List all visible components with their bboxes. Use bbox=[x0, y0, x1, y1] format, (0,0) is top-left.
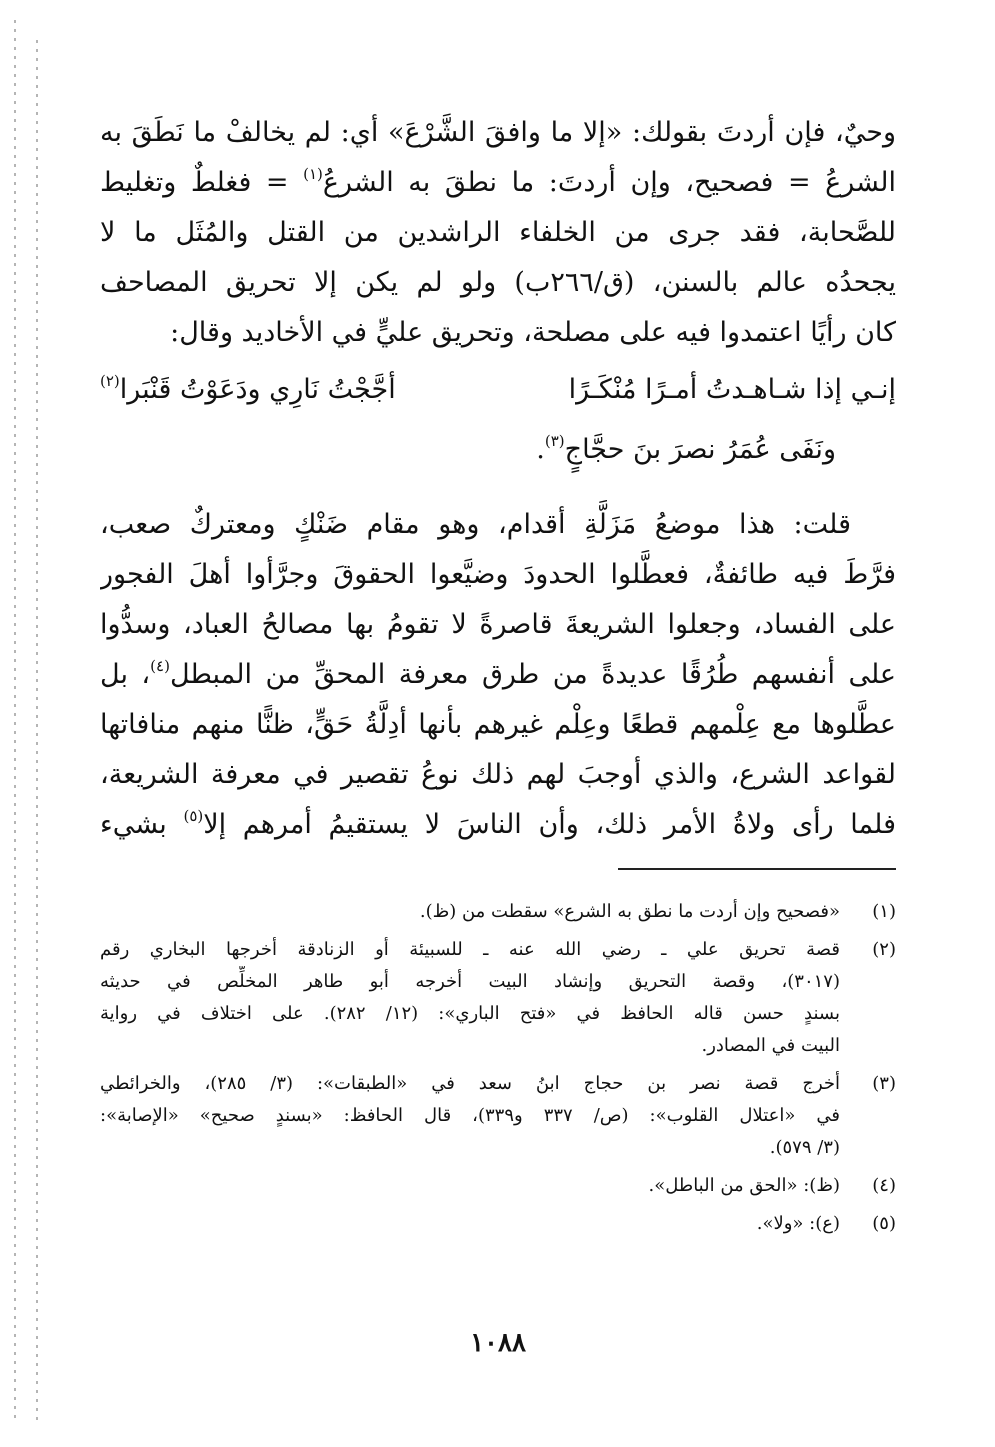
footnote-number: (٤) bbox=[872, 1175, 896, 1196]
footnote-line: (ظ): «الحق من الباطل». bbox=[648, 1175, 840, 1196]
footnote bbox=[100, 1170, 896, 1202]
poetry-verse bbox=[100, 360, 896, 420]
footnote-number: (٢) bbox=[872, 939, 896, 960]
footnote-divider bbox=[618, 868, 896, 870]
page-number: ١٠٨٨ bbox=[470, 1328, 526, 1358]
text-line: كان رأيًا اعتمدوا فيه على مصلحة، وتحريق عليٍّ في الأخاديد وقال: bbox=[170, 317, 896, 348]
footnote-marker[interactable]: (٣) bbox=[544, 432, 565, 450]
text-segment: أجَّجْتُ نَارِي ودَعَوْتُ قَنْبَرا bbox=[119, 374, 396, 405]
verse-first-hemistich: إنـي إذا شـاهـدتُ أمـرًا مُنْكَـرًا bbox=[568, 374, 896, 405]
footnote-line: (ع): «ولا». bbox=[756, 1213, 840, 1234]
footnote bbox=[100, 934, 896, 1062]
text-line bbox=[100, 158, 896, 208]
footnote-number: (١) bbox=[872, 901, 896, 922]
footnote-marker[interactable]: (٥) bbox=[183, 807, 204, 825]
text-segment: على أنفسهم طُرُقًا عديدةً من طرق معرفة المحقِّ من المبطل bbox=[169, 659, 896, 690]
text-line bbox=[100, 650, 896, 700]
footnote-marker[interactable]: (٤) bbox=[150, 657, 170, 675]
footnotes bbox=[100, 896, 896, 1246]
footnote bbox=[100, 896, 896, 928]
text-segment: ونَفَى عُمَرُ نصرَ بنَ حجَّاجٍ bbox=[564, 434, 836, 465]
footnote-line: أخرج قصة نصر بن حجاج ابنُ سعد في «الطبقات»: (٣/ ٢٨٥)، والخرائطي bbox=[100, 1073, 840, 1094]
footnote-line: (٣/ ٥٧٩). bbox=[769, 1137, 840, 1158]
text-line: للصَّحابة، فقد جرى من الخلفاء الراشدين من القتل والمُثَل ما لا bbox=[100, 217, 896, 248]
text-line: قلت: هذا موضعُ مَزَلَّةِ أقدام، وهو مقام ضَنْكٍ ومعتركٌ صعب، bbox=[100, 509, 851, 540]
text-line bbox=[100, 800, 896, 850]
footnote-line: قصة تحريق علي ـ رضي الله عنه ـ للسبيئة أو الزنادقة أخرجها البخاري رقم bbox=[100, 939, 840, 960]
text-segment: = فغلطٌ وتغليط bbox=[100, 167, 289, 198]
footnote-line: بسندٍ حسن قاله الحافظ في «فتح الباري»: (١٢/ ٢٨٢). على اختلاف في رواية bbox=[100, 1003, 840, 1024]
main-text bbox=[100, 108, 896, 850]
footnote-marker[interactable]: (١) bbox=[303, 165, 323, 183]
footnote-line: «فصحيح وإن أردت ما نطق به الشرع» سقطت من (ظ). bbox=[419, 901, 840, 922]
footnote-number: (٥) bbox=[872, 1213, 896, 1234]
text-segment: بشيء bbox=[100, 809, 167, 840]
scan-edge-mark bbox=[14, 20, 16, 1420]
footnote-line: البيت في المصادر. bbox=[701, 1035, 840, 1056]
footnote bbox=[100, 1208, 896, 1240]
text-line: يجحدُه عالم بالسنن، (ق/٢٦٦ب) ولو لم يكن إلا تحريق المصاحف bbox=[100, 267, 896, 298]
book-page bbox=[100, 108, 896, 1408]
text-line: عطَّلوها مع عِلْمهم قطعًا وعِلْم غيرهم بأنها أدِلَّةُ حَقٍّ، ظنًّا منهم منافاتها bbox=[100, 709, 896, 740]
footnote-number: (٣) bbox=[872, 1073, 896, 1094]
footnote-line: في «اعتلال القلوب»: (ص/ ٣٣٧ و٣٣٩)، قال الحافظ: «بسندٍ صحيح» «الإصابة»: bbox=[100, 1105, 840, 1126]
footnote bbox=[100, 1068, 896, 1164]
text-line: لقواعد الشرع، والذي أوجبَ لهم ذلك نوعُ تقصير في معرفة الشريعة، bbox=[100, 759, 896, 790]
verse-second-hemistich bbox=[100, 360, 396, 420]
text-segment: ، بل bbox=[100, 659, 151, 690]
footnote-marker[interactable]: (٢) bbox=[100, 372, 120, 390]
text-segment: فلما رأى ولاةُ الأمر ذلك، وأن الناسَ لا يستقيمُ أمرهم إلا bbox=[203, 809, 896, 840]
text-line: وحيٌ، فإن أردتَ بقولك: «إلا ما وافقَ الشَّرْعَ» أي: لم يخالفْ ما نَطَقَ به bbox=[100, 117, 896, 148]
scan-edge-mark bbox=[36, 40, 38, 1420]
footnote-line: (٣٠١٧)، وقصة التحريق وإنشاد البيت أخرجه أبو طاهر المخلِّص في حديثه bbox=[100, 971, 840, 992]
text-line: فرَّطَ فيه طائفةٌ، فعطَّلوا الحدودَ وضيَّعوا الحقوقَ وجرَّأوا أهلَ الفجور bbox=[100, 559, 896, 590]
text-segment: الشرعُ = فصحيح، وإن أردتَ: ما نطقَ به الشرعُ bbox=[322, 167, 896, 198]
text-segment: . bbox=[536, 434, 545, 465]
text-line bbox=[100, 420, 896, 480]
text-line: على الفساد، وجعلوا الشريعةَ قاصرةً لا تقومُ بها مصالحُ العباد، وسدُّوا bbox=[100, 609, 896, 640]
paragraph bbox=[100, 500, 896, 850]
